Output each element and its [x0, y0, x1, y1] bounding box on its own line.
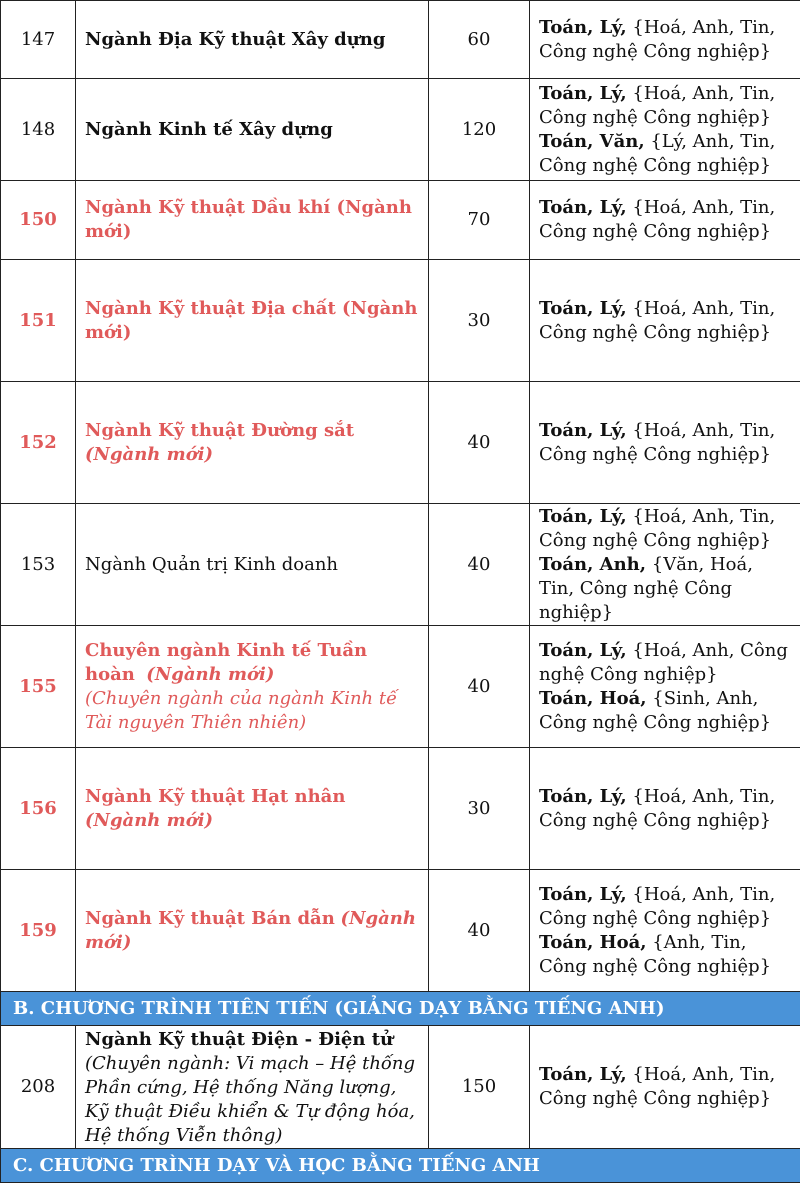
combo: Toán, Lý, {Hoá, Anh, Tin, Công nghệ Công nghiệp}: [539, 197, 776, 242]
subject-combos: [530, 382, 800, 504]
section-title: B. CHƯƠNG TRÌNH TIÊN TIẾN (GIẢNG DẠY BẰNG TIẾNG ANH): [1, 992, 800, 1026]
quota: 40: [429, 870, 530, 992]
quota: 150: [429, 1026, 530, 1149]
subject-combos: [530, 181, 800, 260]
table-row: [1, 748, 800, 870]
major-name: Ngành Kỹ thuật Địa chất (Ngành mới): [85, 297, 418, 343]
subject-combos: [530, 79, 800, 181]
quota: 120: [429, 79, 530, 181]
new-major-tag: (Ngành mới): [85, 809, 214, 831]
table-row: [1, 260, 800, 382]
major-name: Ngành Kỹ thuật Bán dẫn: [85, 907, 335, 929]
major-code: 159: [1, 870, 76, 992]
major-code: 208: [1, 1026, 76, 1149]
new-major-tag: (Ngành mới): [146, 663, 275, 685]
major-name-cell: [76, 260, 429, 382]
new-major-tag: (Ngành mới): [85, 907, 416, 953]
major-name: Ngành Kỹ thuật Điện - Điện tử: [85, 1029, 394, 1050]
combo: Toán, Lý, {Hoá, Anh, Tin, Công nghệ Công nghiệp}: [539, 16, 776, 62]
major-code: 150: [1, 181, 76, 260]
major-code: 151: [1, 260, 76, 382]
major-code: 148: [1, 79, 76, 181]
section-header-c: [1, 1149, 800, 1183]
major-name-cell: [76, 79, 429, 181]
table-row: [1, 1026, 800, 1149]
combo: Toán, Lý, {Hoá, Anh, Tin, Công nghệ Công nghiệp}: [539, 505, 776, 551]
major-name-cell: [76, 1026, 429, 1149]
quota: 40: [429, 626, 530, 748]
table-row: [1, 626, 800, 748]
quota: 70: [429, 181, 530, 260]
table-row: [1, 504, 800, 626]
major-code: 153: [1, 504, 76, 626]
section-header-b: [1, 992, 800, 1026]
combo: Toán, Hoá, {Sinh, Anh, Công nghệ Công nghiệp}: [539, 687, 772, 733]
combo: Toán, Lý, {Hoá, Anh, Tin, Công nghệ Công nghiệp}: [539, 419, 776, 465]
quota: 30: [429, 260, 530, 382]
quota: 40: [429, 382, 530, 504]
combo: Toán, Văn, {Lý, Anh, Tin, Công nghệ Công nghiệp}: [539, 130, 776, 176]
major-name-cell: [76, 181, 429, 260]
combo: Toán, Lý, {Hoá, Anh, Tin, Công nghệ Công nghiệp}: [539, 297, 776, 343]
table-row: [1, 79, 800, 181]
combo: Toán, Lý, {Hoá, Anh, Công nghệ Công nghiệp}: [539, 639, 788, 685]
table-row: [1, 1, 800, 79]
major-name: Ngành Địa Kỹ thuật Xây dựng: [85, 28, 386, 50]
major-code: 156: [1, 748, 76, 870]
major-name: Ngành Kỹ thuật Đường sắt: [85, 419, 355, 441]
subject-combos: [530, 748, 800, 870]
table-row: [1, 382, 800, 504]
major-code: 155: [1, 626, 76, 748]
new-major-tag: (Ngành mới): [85, 443, 214, 465]
combo: Toán, Lý, {Hoá, Anh, Tin, Công nghệ Công nghiệp}: [539, 82, 776, 128]
major-code: 152: [1, 382, 76, 504]
major-name: Ngành Kinh tế Xây dựng: [85, 118, 333, 140]
combo: Toán, Hoá, {Anh, Tin, Công nghệ Công nghiệp}: [539, 931, 772, 977]
quota: 40: [429, 504, 530, 626]
combo: Toán, Lý, {Hoá, Anh, Tin, Công nghệ Công nghiệp}: [539, 883, 776, 929]
combo: Toán, Anh, {Văn, Hoá, Tin, Công nghệ Công nghiệp}: [539, 553, 753, 623]
major-name-cell: [76, 1, 429, 79]
section-title: C. CHƯƠNG TRÌNH DẠY VÀ HỌC BẰNG TIẾNG ANH: [1, 1149, 800, 1183]
major-code: 147: [1, 1, 76, 79]
major-name: Ngành Kỹ thuật Hạt nhân: [85, 785, 346, 807]
combo: Toán, Lý, {Hoá, Anh, Tin, Công nghệ Công nghiệp}: [539, 1064, 776, 1109]
major-note: (Chuyên ngành của ngành Kinh tế Tài nguyên Thiên nhiên): [85, 687, 398, 733]
subject-combos: [530, 260, 800, 382]
subject-combos: [530, 504, 800, 626]
table-row: [1, 181, 800, 260]
quota: 60: [429, 1, 530, 79]
subject-combos: [530, 1, 800, 79]
table-row: [1, 870, 800, 992]
major-name: Chuyên ngành Kinh tế Tuần hoàn: [85, 639, 368, 685]
combo: Toán, Lý, {Hoá, Anh, Tin, Công nghệ Công nghiệp}: [539, 785, 776, 831]
major-name-cell: [76, 748, 429, 870]
subject-combos: [530, 626, 800, 748]
quota: 30: [429, 748, 530, 870]
major-name-cell: [76, 626, 429, 748]
major-note: (Chuyên ngành: Vi mạch – Hệ thống Phần cứng, Hệ thống Năng lượng, Kỹ thuật Điều khiển & Tự động hóa, Hệ thống Viễn thông): [85, 1053, 416, 1146]
subject-combos: [530, 1026, 800, 1149]
major-name-cell: [76, 504, 429, 626]
subject-combos: [530, 870, 800, 992]
major-name: Ngành Quản trị Kinh doanh: [85, 553, 339, 575]
major-name-cell: [76, 870, 429, 992]
major-name: Ngành Kỹ thuật Dầu khí (Ngành mới): [85, 197, 412, 242]
major-name-cell: [76, 382, 429, 504]
